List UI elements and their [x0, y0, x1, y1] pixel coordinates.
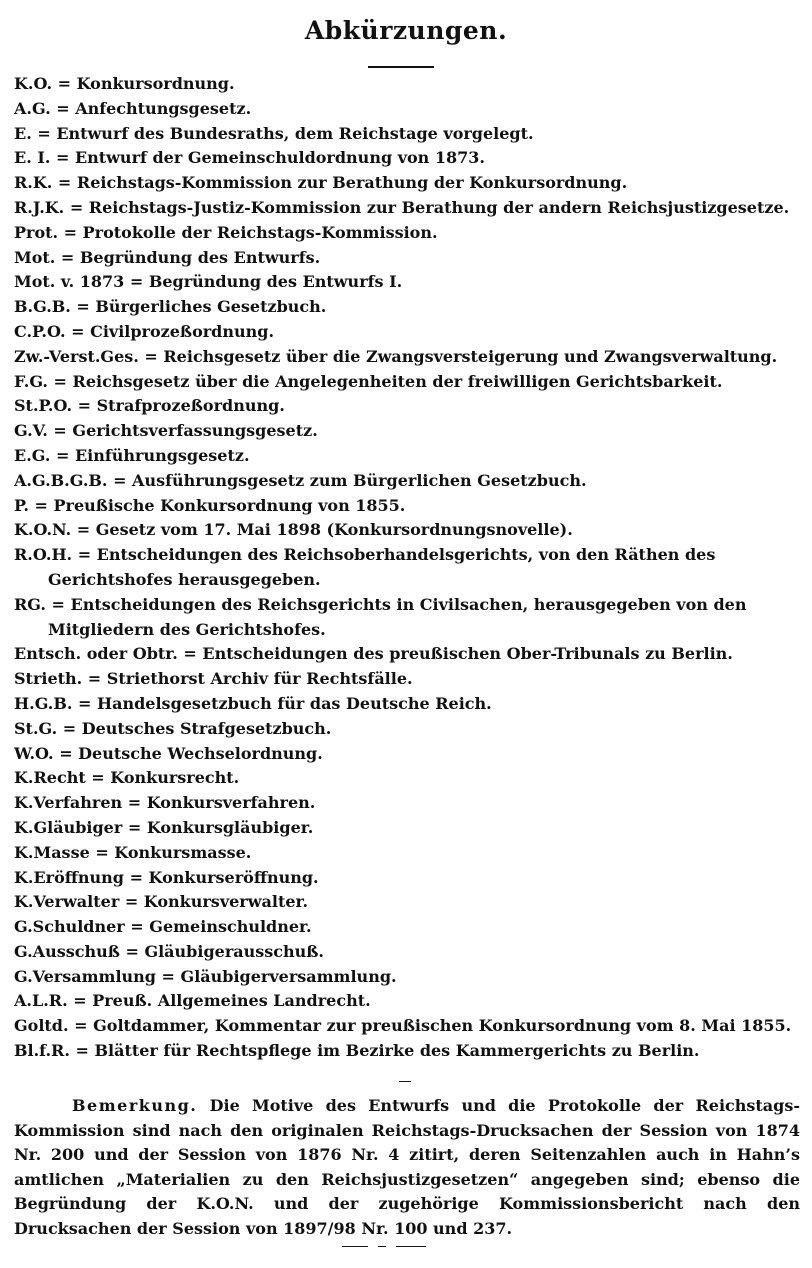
abbreviation-entry: G.V. = Gerichtsverfassungsgesetz. — [14, 421, 318, 441]
abbreviation-entry: St.P.O. = Strafprozeßordnung. — [14, 396, 285, 416]
abbreviation-entry: K.Verwalter = Konkursverwalter. — [14, 892, 309, 912]
abbreviation-entry: Entsch. oder Obtr. = Entscheidungen des preußischen Ober-Tribunals zu Berlin. — [14, 644, 733, 664]
abbreviation-entry: K.Eröffnung = Konkurseröffnung. — [14, 867, 319, 887]
abbreviation-entry: Zw.-Verst.Ges. = Reichsgesetz über die Zwangsversteigerung und Zwangsverwaltung. — [14, 346, 778, 366]
abbreviation-entry: C.P.O. = Civilprozeßordnung. — [14, 321, 275, 341]
abbreviation-entry: G.Versammlung = Gläubigerversammlung. — [14, 966, 397, 986]
footer-rule — [378, 1246, 386, 1247]
abbreviation-list — [14, 72, 800, 1064]
abbreviation-entry: A.G. = Anfechtungsgesetz. — [14, 98, 252, 118]
footer-rule — [342, 1246, 368, 1247]
remark-paragraph — [14, 1094, 800, 1241]
footer-rule — [396, 1246, 426, 1247]
remark-text: Die Motive des Entwurfs und die Protokolle der Reichstags-Kommission sind nach den originalen Reichstags-Drucksachen der Session von 1874 Nr. 200 und der Session von 1876 Nr. 4 zitirt, deren Seitenzahlen auch in Hahn’s amtlichen „Materialien zu den Reichsjustizgesetzen“ angegeben sind; ebenso die Begründung der K.O.N. und der zugehörige Kommissionsbericht nach den Drucksachen der Session von 1897/98 Nr. 100 und 237. — [14, 1096, 800, 1238]
abbreviation-entry: R.K. = Reichstags-Kommission zur Berathung der Konkursordnung. — [14, 173, 628, 193]
abbreviation-entry: W.O. = Deutsche Wechselordnung. — [14, 743, 323, 763]
abbreviation-entry: A.G.B.G.B. = Ausführungsgesetz zum Bürgerlichen Gesetzbuch. — [14, 470, 587, 490]
abbreviation-entry: R.O.H. = Entscheidungen des Reichsoberhandelsgerichts, von den Räthen des Gerichtshofes herausgegeben. — [14, 545, 716, 589]
title-rule — [368, 66, 434, 68]
abbreviation-entry: K.Recht = Konkursrecht. — [14, 768, 240, 788]
abbreviation-entry: B.G.B. = Bürgerliches Gesetzbuch. — [14, 297, 327, 317]
abbreviation-entry: E.G. = Einführungsgesetz. — [14, 445, 250, 465]
abbreviation-entry: K.O.N. = Gesetz vom 17. Mai 1898 (Konkursordnungsnovelle). — [14, 520, 573, 540]
abbreviation-entry: K.Gläubiger = Konkursgläubiger. — [14, 817, 314, 837]
abbreviation-entry: K.Masse = Konkursmasse. — [14, 842, 252, 862]
abbreviation-entry: G.Schuldner = Gemeinschuldner. — [14, 917, 312, 937]
abbreviation-entry: P. = Preußische Konkursordnung von 1855. — [14, 495, 406, 515]
abbreviation-entry: H.G.B. = Handelsgesetzbuch für das Deutsche Reich. — [14, 693, 492, 713]
abbreviation-entry: R.J.K. = Reichstags-Justiz-Kommission zur Berathung der andern Reichsjustizgesetze. — [14, 197, 790, 217]
abbreviation-entry: Bl.f.R. = Blätter für Rechtspflege im Bezirke des Kammergerichts zu Berlin. — [14, 1041, 700, 1061]
abbreviation-entry: Mot. = Begründung des Entwurfs. — [14, 247, 321, 267]
abbreviation-entry: Prot. = Protokolle der Reichstags-Kommission. — [14, 222, 438, 242]
page-title: Abkürzungen. — [304, 16, 508, 45]
abbreviation-entry: Goltd. = Goltdammer, Kommentar zur preußischen Konkursordnung vom 8. Mai 1855. — [14, 1016, 792, 1036]
remark-label: Bemerkung. — [72, 1096, 198, 1115]
abbreviation-entry: K.O. = Konkursordnung. — [14, 74, 235, 93]
abbreviation-entry: Mot. v. 1873 = Begründung des Entwurfs I. — [14, 272, 403, 292]
abbreviation-entry: RG. = Entscheidungen des Reichsgerichts in Civilsachen, herausgegeben von den Mitgliedern des Gerichtshofes. — [14, 594, 747, 639]
abbreviation-entry: G.Ausschuß = Gläubigerausschuß. — [14, 941, 324, 961]
abbreviation-entry: E. I. = Entwurf der Gemeinschuldordnung von 1873. — [14, 148, 485, 168]
abbreviation-entry: Strieth. = Striethorst Archiv für Rechtsfälle. — [14, 669, 413, 689]
abbreviation-entry: F.G. = Reichsgesetz über die Angelegenheiten der freiwilligen Gerichtsbarkeit. — [14, 371, 723, 391]
abbreviation-entry: E. = Entwurf des Bundesraths, dem Reichstage vorgelegt. — [14, 123, 534, 143]
abbreviation-entry: A.L.R. = Preuß. Allgemeines Landrecht. — [14, 991, 371, 1011]
section-divider — [399, 1081, 411, 1082]
abbreviation-entry: St.G. = Deutsches Strafgesetzbuch. — [14, 718, 332, 738]
abbreviation-entry: K.Verfahren = Konkursverfahren. — [14, 793, 316, 813]
